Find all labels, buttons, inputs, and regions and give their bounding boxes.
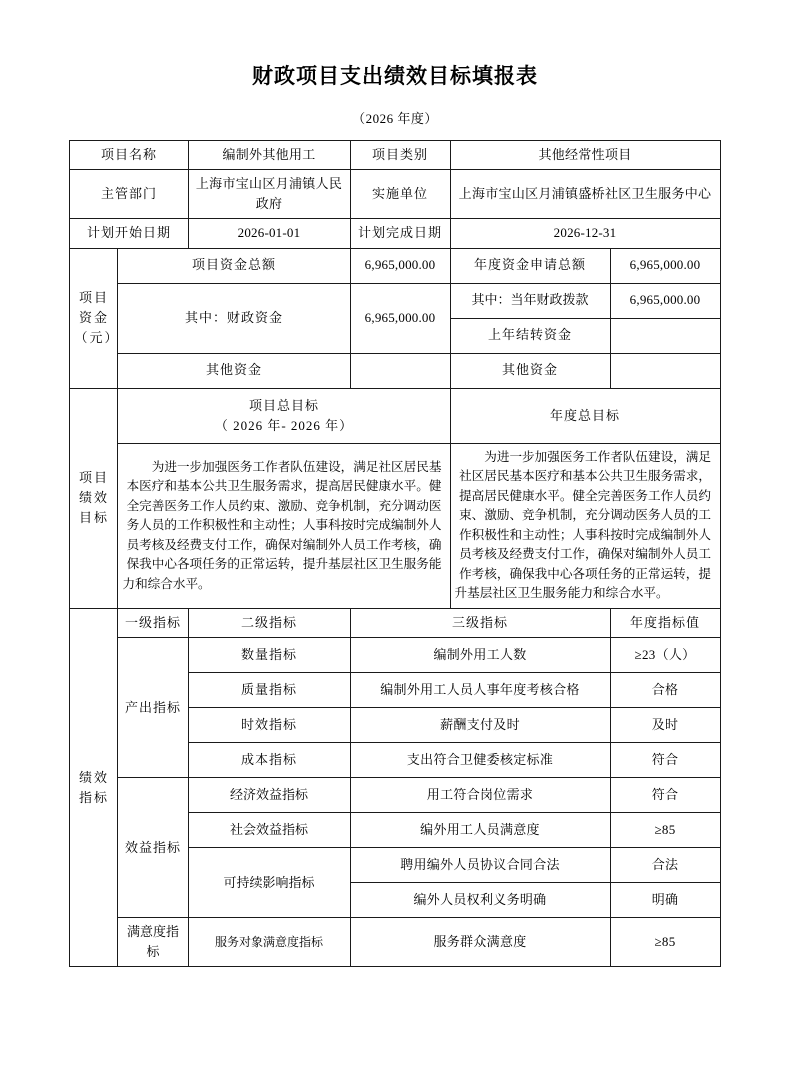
value-fiscal-funds: 6,965,000.00 — [350, 283, 450, 353]
label-performance-goals-line2: 绩效 — [78, 490, 109, 506]
table-row-goal-headers — [70, 388, 720, 443]
table-row-funding-total — [70, 248, 720, 283]
table-row-indicator-headers — [70, 608, 720, 637]
label-end-date: 计划完成日期 — [350, 219, 450, 248]
header-project-total-goal-line2: （ 2026 年- 2026 年） — [214, 417, 354, 433]
value-funding-total: 6,965,000.00 — [350, 248, 450, 283]
cell-level3: 薪酬支付及时 — [350, 708, 610, 743]
cell-level1-satisfaction: 满意度指标 — [118, 918, 188, 967]
cell-annual-value: 明确 — [610, 883, 720, 918]
table-row-fiscal-funds — [70, 283, 720, 318]
label-fiscal-funds: 其中：财政资金 — [118, 283, 350, 353]
table-row-indicator — [70, 778, 720, 813]
label-current-year-appropriation: 其中：当年财政拨款 — [450, 283, 610, 318]
text-project-total-goal: 为进一步加强医务工作者队伍建设，满足社区居民基本医疗和基本公共卫生服务需求，提高居民健康水平。健全完善医务工作人员约束、激励、竞争机制，充分调动医务人员的工作积极性和主动性；人事科按时完成编制外人员考核及经费支付工作，确保对编制外人员工作考核，确保我中心各项任务的正常运转，提升基层社区卫生服务能力和综合水平。 — [118, 443, 450, 608]
label-department: 主管部门 — [70, 170, 188, 219]
value-other-funds-left — [350, 353, 450, 388]
label-project-name: 项目名称 — [70, 141, 188, 170]
label-project-category: 项目类别 — [350, 141, 450, 170]
cell-level2: 经济效益指标 — [188, 778, 350, 813]
cell-annual-value: ≥23（人） — [610, 638, 720, 673]
header-level2-indicator: 二级指标 — [188, 608, 350, 637]
cell-level2: 数量指标 — [188, 638, 350, 673]
text-annual-total-goal: 为进一步加强医务工作者队伍建设，满足社区居民基本医疗和基本公共卫生服务需求，提高居民健康水平。健全完善医务工作人员约束、激励、竞争机制，充分调动医务人员的工作积极性和主动性；人事科按时完成编制外人员考核及经费支付工作，确保对编制外人员工作考核，确保我中心各项任务的正常运转，提升基层社区卫生服务能力和综合水平。 — [450, 443, 720, 608]
cell-annual-value: ≥85 — [610, 918, 720, 967]
table-row-department — [70, 170, 720, 219]
table-row-indicator — [70, 638, 720, 673]
cell-level3: 编外人员权利义务明确 — [350, 883, 610, 918]
cell-annual-value: ≥85 — [610, 813, 720, 848]
cell-level3: 编制外用工人员人事年度考核合格 — [350, 673, 610, 708]
cell-annual-value: 符合 — [610, 778, 720, 813]
cell-annual-value: 及时 — [610, 708, 720, 743]
label-start-date: 计划开始日期 — [70, 219, 188, 248]
label-performance-goals-line3: 目标 — [78, 510, 109, 526]
header-level1-indicator: 一级指标 — [118, 608, 188, 637]
value-start-date: 2026-01-01 — [188, 219, 350, 248]
value-current-year-appropriation: 6,965,000.00 — [610, 283, 720, 318]
page-subtitle-year: （2026 年度） — [352, 111, 438, 126]
cell-level2: 可持续影响指标 — [188, 848, 350, 918]
page-title: 财政项目支出绩效目标填报表 — [252, 64, 538, 88]
value-implementing-unit: 上海市宝山区月浦镇盛桥社区卫生服务中心 — [450, 170, 720, 219]
cell-level2: 社会效益指标 — [188, 813, 350, 848]
label-performance-goals-line1: 项目 — [78, 470, 109, 486]
cell-level2: 服务对象满意度指标 — [188, 918, 350, 967]
header-annual-total-goal: 年度总目标 — [450, 388, 720, 443]
cell-level2: 质量指标 — [188, 673, 350, 708]
label-other-funds-left: 其他资金 — [118, 353, 350, 388]
cell-level3: 聘用编外人员协议合同合法 — [350, 848, 610, 883]
header-project-total-goal — [118, 388, 450, 443]
label-implementing-unit: 实施单位 — [350, 170, 450, 219]
cell-level3: 编制外用工人数 — [350, 638, 610, 673]
value-other-funds-right — [610, 353, 720, 388]
value-annual-request-total: 6,965,000.00 — [610, 248, 720, 283]
cell-annual-value: 合法 — [610, 848, 720, 883]
cell-annual-value: 符合 — [610, 743, 720, 778]
cell-level1-benefit: 效益指标 — [118, 778, 188, 918]
header-project-total-goal-line1: 项目总目标 — [248, 397, 319, 413]
value-project-name: 编制外其他用工 — [188, 141, 350, 170]
value-project-category: 其他经常性项目 — [450, 141, 720, 170]
table-row-dates — [70, 219, 720, 248]
header-level3-indicator: 三级指标 — [350, 608, 610, 637]
table-row-indicator — [70, 918, 720, 967]
cell-level1-output: 产出指标 — [118, 638, 188, 778]
table-row-goal-bodies — [70, 443, 720, 608]
label-project-funding-line2: （元） — [74, 330, 120, 346]
label-project-funding — [70, 248, 118, 388]
label-performance-goals — [70, 388, 118, 608]
label-annual-request-total: 年度资金申请总额 — [450, 248, 610, 283]
label-performance-indicators-line1: 绩效 — [78, 769, 109, 785]
label-performance-indicators-line2: 指标 — [78, 789, 109, 805]
value-department: 上海市宝山区月浦镇人民政府 — [188, 170, 350, 219]
label-carryover-funds: 上年结转资金 — [450, 318, 610, 353]
table-row-other-funds — [70, 353, 720, 388]
label-other-funds-right: 其他资金 — [450, 353, 610, 388]
header-annual-indicator-value: 年度指标值 — [610, 608, 720, 637]
label-performance-indicators — [70, 608, 118, 966]
table-row-project-name — [70, 141, 720, 170]
value-end-date: 2026-12-31 — [450, 219, 720, 248]
performance-goal-form-table — [69, 140, 720, 967]
value-carryover-funds — [610, 318, 720, 353]
cell-level2: 时效指标 — [188, 708, 350, 743]
cell-level2: 成本指标 — [188, 743, 350, 778]
cell-level3: 服务群众满意度 — [350, 918, 610, 967]
cell-level3: 编外用工人员满意度 — [350, 813, 610, 848]
cell-level3: 用工符合岗位需求 — [350, 778, 610, 813]
cell-level3: 支出符合卫健委核定标准 — [350, 743, 610, 778]
label-project-funding-line1: 项目资金 — [78, 289, 109, 325]
cell-annual-value: 合格 — [610, 673, 720, 708]
label-funding-total: 项目资金总额 — [118, 248, 350, 283]
